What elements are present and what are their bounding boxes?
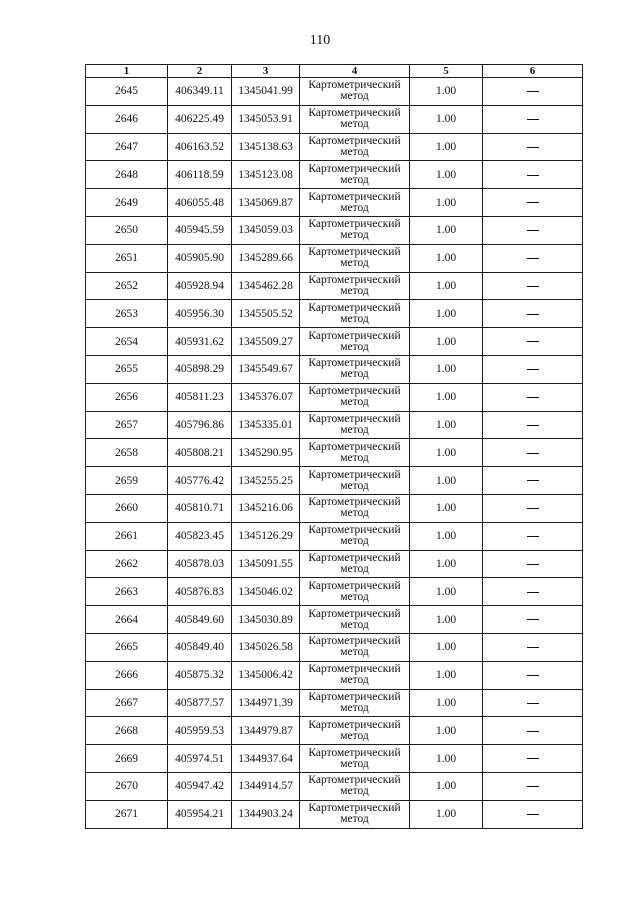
dash-mark	[527, 758, 539, 759]
method-cell	[300, 800, 410, 828]
method-line1: Картометрический	[308, 663, 401, 676]
method-line1: Картометрический	[308, 162, 401, 175]
table-row	[86, 328, 583, 356]
x-coordinate-cell: 405877.57	[168, 689, 232, 717]
method-cell	[300, 772, 410, 800]
method-cell	[300, 467, 410, 495]
note-cell	[483, 300, 583, 328]
x-coordinate-cell: 405849.40	[168, 633, 232, 661]
method-line2: метод	[340, 451, 369, 464]
accuracy-cell: 1.00	[410, 189, 483, 217]
accuracy-cell: 1.00	[410, 161, 483, 189]
method-line2: метод	[340, 312, 369, 325]
y-coordinate-cell: 1344914.57	[232, 772, 300, 800]
note-cell	[483, 717, 583, 745]
note-cell	[483, 133, 583, 161]
note-cell	[483, 216, 583, 244]
accuracy-cell: 1.00	[410, 689, 483, 717]
method-cell	[300, 161, 410, 189]
y-coordinate-cell: 1345376.07	[232, 383, 300, 411]
y-coordinate-cell: 1345462.28	[232, 272, 300, 300]
note-cell	[483, 550, 583, 578]
column-header: 4	[300, 65, 410, 78]
dash-mark	[527, 314, 539, 315]
method-cell	[300, 133, 410, 161]
dash-mark	[527, 369, 539, 370]
column-header: 3	[232, 65, 300, 78]
y-coordinate-cell: 1345046.02	[232, 578, 300, 606]
method-cell	[300, 606, 410, 634]
point-number-cell: 2655	[86, 355, 168, 383]
table-row	[86, 550, 583, 578]
table-row	[86, 772, 583, 800]
table-row	[86, 78, 583, 106]
dash-mark	[527, 536, 539, 537]
method-line2: метод	[340, 201, 369, 214]
table-row	[86, 633, 583, 661]
method-line2: метод	[340, 257, 369, 270]
x-coordinate-cell: 405931.62	[168, 328, 232, 356]
page-number: 110	[309, 33, 331, 48]
accuracy-cell: 1.00	[410, 272, 483, 300]
x-coordinate-cell: 406163.52	[168, 133, 232, 161]
method-line2: метод	[340, 813, 369, 826]
table-row	[86, 689, 583, 717]
method-cell	[300, 216, 410, 244]
accuracy-cell: 1.00	[410, 328, 483, 356]
y-coordinate-cell: 1345216.06	[232, 494, 300, 522]
note-cell	[483, 328, 583, 356]
note-cell	[483, 161, 583, 189]
method-line1: Картометрический	[308, 496, 401, 509]
x-coordinate-cell: 405808.21	[168, 439, 232, 467]
y-coordinate-cell: 1345030.89	[232, 606, 300, 634]
accuracy-cell: 1.00	[410, 439, 483, 467]
note-cell	[483, 467, 583, 495]
y-coordinate-cell: 1345006.42	[232, 661, 300, 689]
accuracy-cell: 1.00	[410, 550, 483, 578]
method-line1: Картометрический	[308, 246, 401, 259]
y-coordinate-cell: 1344903.24	[232, 800, 300, 828]
x-coordinate-cell: 405876.83	[168, 578, 232, 606]
x-coordinate-cell: 405796.86	[168, 411, 232, 439]
method-cell	[300, 578, 410, 606]
table-row	[86, 411, 583, 439]
y-coordinate-cell: 1345335.01	[232, 411, 300, 439]
dash-mark	[527, 786, 539, 787]
note-cell	[483, 633, 583, 661]
point-number-cell: 2657	[86, 411, 168, 439]
x-coordinate-cell: 406349.11	[168, 78, 232, 106]
x-coordinate-cell: 405898.29	[168, 355, 232, 383]
point-number-cell: 2665	[86, 633, 168, 661]
method-line2: метод	[340, 396, 369, 409]
table-row	[86, 467, 583, 495]
x-coordinate-cell: 405776.42	[168, 467, 232, 495]
dash-mark	[527, 175, 539, 176]
y-coordinate-cell: 1345505.52	[232, 300, 300, 328]
method-line1: Картометрический	[308, 412, 401, 425]
dash-mark	[527, 453, 539, 454]
method-cell	[300, 661, 410, 689]
dash-mark	[527, 397, 539, 398]
point-number-cell: 2668	[86, 717, 168, 745]
x-coordinate-cell: 405905.90	[168, 244, 232, 272]
method-cell	[300, 244, 410, 272]
note-cell	[483, 411, 583, 439]
method-cell	[300, 189, 410, 217]
y-coordinate-cell: 1345549.67	[232, 355, 300, 383]
x-coordinate-cell: 405956.30	[168, 300, 232, 328]
method-line2: метод	[340, 90, 369, 103]
column-header: 6	[483, 65, 583, 78]
dash-mark	[527, 619, 539, 620]
note-cell	[483, 105, 583, 133]
table-row	[86, 494, 583, 522]
method-line1: Картометрический	[308, 690, 401, 703]
x-coordinate-cell: 405878.03	[168, 550, 232, 578]
x-coordinate-cell: 405810.71	[168, 494, 232, 522]
dash-mark	[527, 592, 539, 593]
point-number-cell: 2656	[86, 383, 168, 411]
accuracy-cell: 1.00	[410, 745, 483, 773]
method-line2: метод	[340, 145, 369, 158]
x-coordinate-cell: 406055.48	[168, 189, 232, 217]
method-cell	[300, 745, 410, 773]
x-coordinate-cell: 405849.60	[168, 606, 232, 634]
y-coordinate-cell: 1344979.87	[232, 717, 300, 745]
dash-mark	[527, 286, 539, 287]
point-number-cell: 2646	[86, 105, 168, 133]
note-cell	[483, 522, 583, 550]
dash-mark	[527, 564, 539, 565]
method-line1: Картометрический	[308, 134, 401, 147]
method-line1: Картометрический	[308, 79, 401, 92]
method-line2: метод	[340, 674, 369, 687]
point-number-cell: 2645	[86, 78, 168, 106]
y-coordinate-cell: 1344971.39	[232, 689, 300, 717]
dash-mark	[527, 703, 539, 704]
note-cell	[483, 272, 583, 300]
dash-mark	[527, 647, 539, 648]
point-number-cell: 2659	[86, 467, 168, 495]
method-cell	[300, 105, 410, 133]
method-cell	[300, 355, 410, 383]
x-coordinate-cell: 405811.23	[168, 383, 232, 411]
method-cell	[300, 328, 410, 356]
table-row	[86, 745, 583, 773]
point-number-cell: 2647	[86, 133, 168, 161]
y-coordinate-cell: 1345509.27	[232, 328, 300, 356]
table-row	[86, 606, 583, 634]
dash-mark	[527, 508, 539, 509]
method-cell	[300, 411, 410, 439]
point-number-cell: 2663	[86, 578, 168, 606]
y-coordinate-cell: 1345255.25	[232, 467, 300, 495]
method-cell	[300, 300, 410, 328]
method-line2: метод	[340, 590, 369, 603]
coordinates-table	[85, 64, 583, 829]
x-coordinate-cell: 405959.53	[168, 717, 232, 745]
note-cell	[483, 189, 583, 217]
accuracy-cell: 1.00	[410, 105, 483, 133]
table-row	[86, 800, 583, 828]
table-row	[86, 383, 583, 411]
method-line2: метод	[340, 284, 369, 297]
note-cell	[483, 772, 583, 800]
y-coordinate-cell: 1345059.03	[232, 216, 300, 244]
method-cell	[300, 383, 410, 411]
table-header-row	[86, 65, 583, 78]
table-row	[86, 717, 583, 745]
y-coordinate-cell: 1345123.08	[232, 161, 300, 189]
method-line2: метод	[340, 785, 369, 798]
x-coordinate-cell: 405875.32	[168, 661, 232, 689]
accuracy-cell: 1.00	[410, 78, 483, 106]
method-line2: метод	[340, 118, 369, 131]
method-line2: метод	[340, 562, 369, 575]
method-line2: метод	[340, 646, 369, 659]
accuracy-cell: 1.00	[410, 467, 483, 495]
dash-mark	[527, 814, 539, 815]
method-line2: метод	[340, 479, 369, 492]
point-number-cell: 2650	[86, 216, 168, 244]
method-line2: метод	[340, 729, 369, 742]
y-coordinate-cell: 1345126.29	[232, 522, 300, 550]
point-number-cell: 2666	[86, 661, 168, 689]
accuracy-cell: 1.00	[410, 383, 483, 411]
note-cell	[483, 78, 583, 106]
accuracy-cell: 1.00	[410, 300, 483, 328]
method-line1: Картометрический	[308, 329, 401, 342]
y-coordinate-cell: 1345290.95	[232, 439, 300, 467]
accuracy-cell: 1.00	[410, 494, 483, 522]
accuracy-cell: 1.00	[410, 661, 483, 689]
method-line1: Картометрический	[308, 551, 401, 564]
point-number-cell: 2667	[86, 689, 168, 717]
method-line1: Картометрический	[308, 746, 401, 759]
note-cell	[483, 689, 583, 717]
method-line1: Картометрический	[308, 190, 401, 203]
method-cell	[300, 689, 410, 717]
accuracy-cell: 1.00	[410, 244, 483, 272]
method-line2: метод	[340, 507, 369, 520]
dash-mark	[527, 480, 539, 481]
note-cell	[483, 439, 583, 467]
method-cell	[300, 439, 410, 467]
y-coordinate-cell: 1345041.99	[232, 78, 300, 106]
x-coordinate-cell: 405947.42	[168, 772, 232, 800]
method-line2: метод	[340, 423, 369, 436]
table-row	[86, 355, 583, 383]
table-body	[86, 78, 583, 829]
note-cell	[483, 355, 583, 383]
accuracy-cell: 1.00	[410, 633, 483, 661]
table-row	[86, 661, 583, 689]
point-number-cell: 2653	[86, 300, 168, 328]
point-number-cell: 2651	[86, 244, 168, 272]
y-coordinate-cell: 1345091.55	[232, 550, 300, 578]
dash-mark	[527, 341, 539, 342]
accuracy-cell: 1.00	[410, 578, 483, 606]
method-line1: Картометрический	[308, 718, 401, 731]
column-header: 2	[168, 65, 232, 78]
method-line1: Картометрический	[308, 357, 401, 370]
accuracy-cell: 1.00	[410, 606, 483, 634]
method-line2: метод	[340, 757, 369, 770]
y-coordinate-cell: 1345026.58	[232, 633, 300, 661]
accuracy-cell: 1.00	[410, 522, 483, 550]
method-line2: метод	[340, 340, 369, 353]
dash-mark	[527, 258, 539, 259]
y-coordinate-cell: 1345289.66	[232, 244, 300, 272]
method-line1: Картометрический	[308, 802, 401, 815]
y-coordinate-cell: 1345053.91	[232, 105, 300, 133]
point-number-cell: 2664	[86, 606, 168, 634]
table-row	[86, 439, 583, 467]
point-number-cell: 2669	[86, 745, 168, 773]
table-row	[86, 244, 583, 272]
point-number-cell: 2661	[86, 522, 168, 550]
note-cell	[483, 383, 583, 411]
table-row	[86, 133, 583, 161]
table-row	[86, 189, 583, 217]
table-row	[86, 300, 583, 328]
method-cell	[300, 717, 410, 745]
table-row	[86, 105, 583, 133]
dash-mark	[527, 230, 539, 231]
point-number-cell: 2662	[86, 550, 168, 578]
dash-mark	[527, 675, 539, 676]
x-coordinate-cell: 405974.51	[168, 745, 232, 773]
dash-mark	[527, 731, 539, 732]
method-line1: Картометрический	[308, 218, 401, 231]
method-cell	[300, 272, 410, 300]
dash-mark	[527, 202, 539, 203]
method-line2: метод	[340, 535, 369, 548]
method-line2: метод	[340, 229, 369, 242]
method-line1: Картометрический	[308, 107, 401, 120]
method-cell	[300, 494, 410, 522]
accuracy-cell: 1.00	[410, 717, 483, 745]
y-coordinate-cell: 1345138.63	[232, 133, 300, 161]
method-cell	[300, 633, 410, 661]
method-line2: метод	[340, 173, 369, 186]
point-number-cell: 2671	[86, 800, 168, 828]
method-line2: метод	[340, 701, 369, 714]
point-number-cell: 2649	[86, 189, 168, 217]
method-line1: Картометрический	[308, 468, 401, 481]
x-coordinate-cell: 405928.94	[168, 272, 232, 300]
point-number-cell: 2658	[86, 439, 168, 467]
method-cell	[300, 522, 410, 550]
method-line2: метод	[340, 618, 369, 631]
point-number-cell: 2648	[86, 161, 168, 189]
accuracy-cell: 1.00	[410, 355, 483, 383]
method-line1: Картометрический	[308, 301, 401, 314]
point-number-cell: 2670	[86, 772, 168, 800]
accuracy-cell: 1.00	[410, 772, 483, 800]
method-cell	[300, 78, 410, 106]
note-cell	[483, 494, 583, 522]
method-line1: Картометрический	[308, 385, 401, 398]
method-line1: Картометрический	[308, 607, 401, 620]
x-coordinate-cell: 406225.49	[168, 105, 232, 133]
method-line1: Картометрический	[308, 774, 401, 787]
table-row	[86, 578, 583, 606]
dash-mark	[527, 425, 539, 426]
dash-mark	[527, 91, 539, 92]
accuracy-cell: 1.00	[410, 216, 483, 244]
table-row	[86, 216, 583, 244]
table-row	[86, 272, 583, 300]
column-header: 5	[410, 65, 483, 78]
table-row	[86, 161, 583, 189]
point-number-cell: 2660	[86, 494, 168, 522]
column-header: 1	[86, 65, 168, 78]
x-coordinate-cell: 405945.59	[168, 216, 232, 244]
point-number-cell: 2652	[86, 272, 168, 300]
table-row	[86, 522, 583, 550]
y-coordinate-cell: 1345069.87	[232, 189, 300, 217]
accuracy-cell: 1.00	[410, 800, 483, 828]
note-cell	[483, 606, 583, 634]
note-cell	[483, 661, 583, 689]
method-line1: Картометрический	[308, 635, 401, 648]
method-line1: Картометрический	[308, 273, 401, 286]
note-cell	[483, 745, 583, 773]
dash-mark	[527, 119, 539, 120]
method-line2: метод	[340, 368, 369, 381]
method-cell	[300, 550, 410, 578]
method-line1: Картометрический	[308, 524, 401, 537]
x-coordinate-cell: 406118.59	[168, 161, 232, 189]
x-coordinate-cell: 405823.45	[168, 522, 232, 550]
note-cell	[483, 800, 583, 828]
method-line1: Картометрический	[308, 579, 401, 592]
x-coordinate-cell: 405954.21	[168, 800, 232, 828]
accuracy-cell: 1.00	[410, 411, 483, 439]
method-line1: Картометрический	[308, 440, 401, 453]
point-number-cell: 2654	[86, 328, 168, 356]
note-cell	[483, 244, 583, 272]
y-coordinate-cell: 1344937.64	[232, 745, 300, 773]
accuracy-cell: 1.00	[410, 133, 483, 161]
dash-mark	[527, 147, 539, 148]
note-cell	[483, 578, 583, 606]
